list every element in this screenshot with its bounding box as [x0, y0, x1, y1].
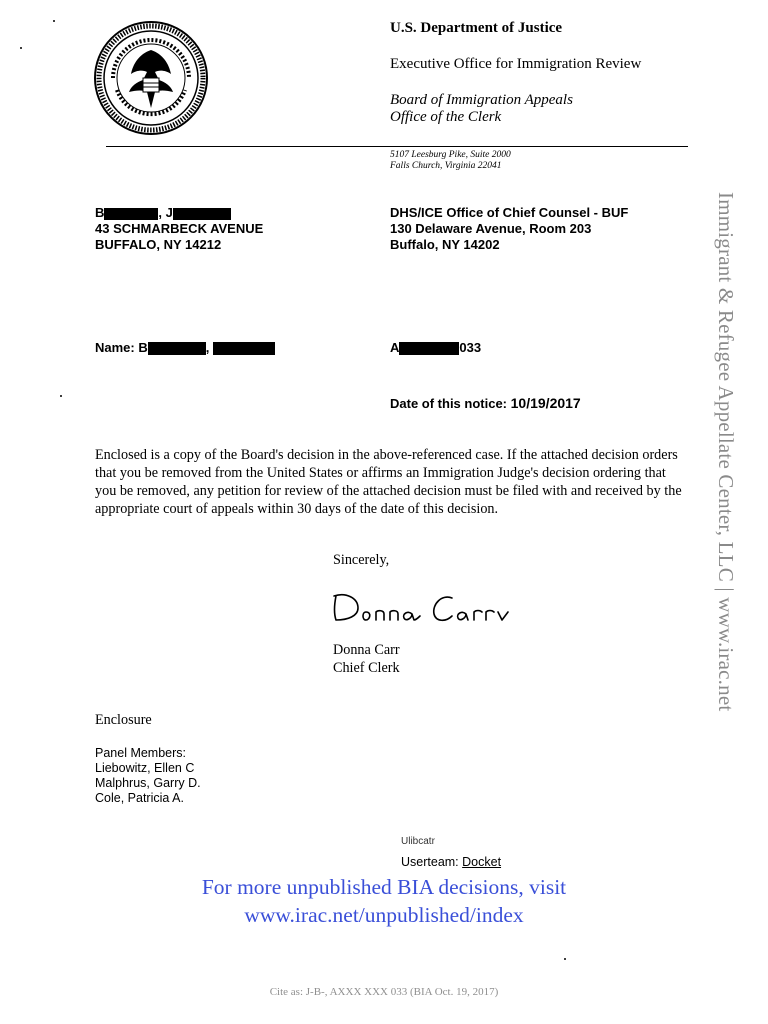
redaction-block	[104, 208, 158, 220]
scan-speck	[60, 395, 62, 397]
panel-member: Cole, Patricia A.	[95, 791, 184, 805]
clerk-office: Office of the Clerk	[390, 109, 502, 125]
counsel-street: 130 Delaware Avenue, Room 203	[390, 221, 592, 236]
scan-speck	[564, 958, 566, 960]
userteam-code: Ulibcatr	[401, 836, 435, 847]
signer-name: Donna Carr	[333, 642, 400, 658]
signer-title: Chief Clerk	[333, 660, 400, 676]
office-address-line2: Falls Church, Virginia 22041	[390, 161, 502, 171]
redaction-block	[399, 342, 459, 355]
userteam-value: Docket	[462, 855, 502, 869]
redaction-block	[213, 342, 275, 355]
letter-body: Enclosed is a copy of the Board's decision in the above-referenced case. If the attached decision orders that you be removed from the United States or affirms an Immigration Judge's decision ordering that you be removed, any petition for review of the attached decision must be filed with and received by the appropriate court of appeals within 30 days of the date of this decision.	[95, 447, 682, 517]
counsel-city: Buffalo, NY 14202	[390, 237, 500, 252]
counsel-name: DHS/ICE Office of Chief Counsel - BUF	[390, 205, 629, 220]
scan-speck	[53, 20, 55, 22]
closing: Sincerely,	[333, 552, 390, 568]
office-name: Executive Office for Immigration Review	[390, 56, 642, 72]
watermark-text: Immigrant & Refugee Appellate Center, LLC | www.irac.net	[714, 192, 738, 712]
handwritten-signature	[328, 584, 528, 628]
notice-date: Date of this notice: 10/19/2017	[390, 395, 581, 411]
office-address-line1: 5107 Leesburg Pike, Suite 2000	[390, 150, 511, 160]
promo-line1: For more unpublished BIA decisions, visit	[201, 875, 567, 899]
redaction-block	[173, 208, 231, 220]
recipient-address	[95, 205, 263, 253]
promo-link[interactable]: www.irac.net/unpublished/index	[244, 903, 524, 927]
userteam: Userteam: Docket	[401, 855, 502, 869]
agency-name: U.S. Department of Justice	[390, 20, 563, 36]
panel-members	[95, 746, 201, 806]
panel-member: Liebowitz, Ellen C	[95, 761, 195, 775]
scan-speck	[20, 47, 22, 49]
panel-member: Malphrus, Garry D.	[95, 776, 201, 790]
enclosure-label: Enclosure	[95, 712, 152, 728]
recipient-name: B , J	[95, 205, 263, 221]
redaction-block	[148, 342, 206, 355]
doj-seal-icon	[93, 20, 209, 136]
header-divider	[106, 146, 688, 147]
alien-number: A 033	[390, 340, 482, 355]
recipient-street: 43 SCHMARBECK AVENUE	[95, 221, 264, 236]
board-name: Board of Immigration Appeals	[390, 92, 573, 108]
panel-heading: Panel Members:	[95, 746, 187, 760]
citation-footer: Cite as: J-B-, AXXX XXX 033 (BIA Oct. 19, 2017)	[269, 986, 499, 998]
counsel-address	[390, 205, 628, 253]
recipient-city: BUFFALO, NY 14212	[95, 237, 222, 252]
case-name: Name: B ,	[95, 340, 275, 356]
